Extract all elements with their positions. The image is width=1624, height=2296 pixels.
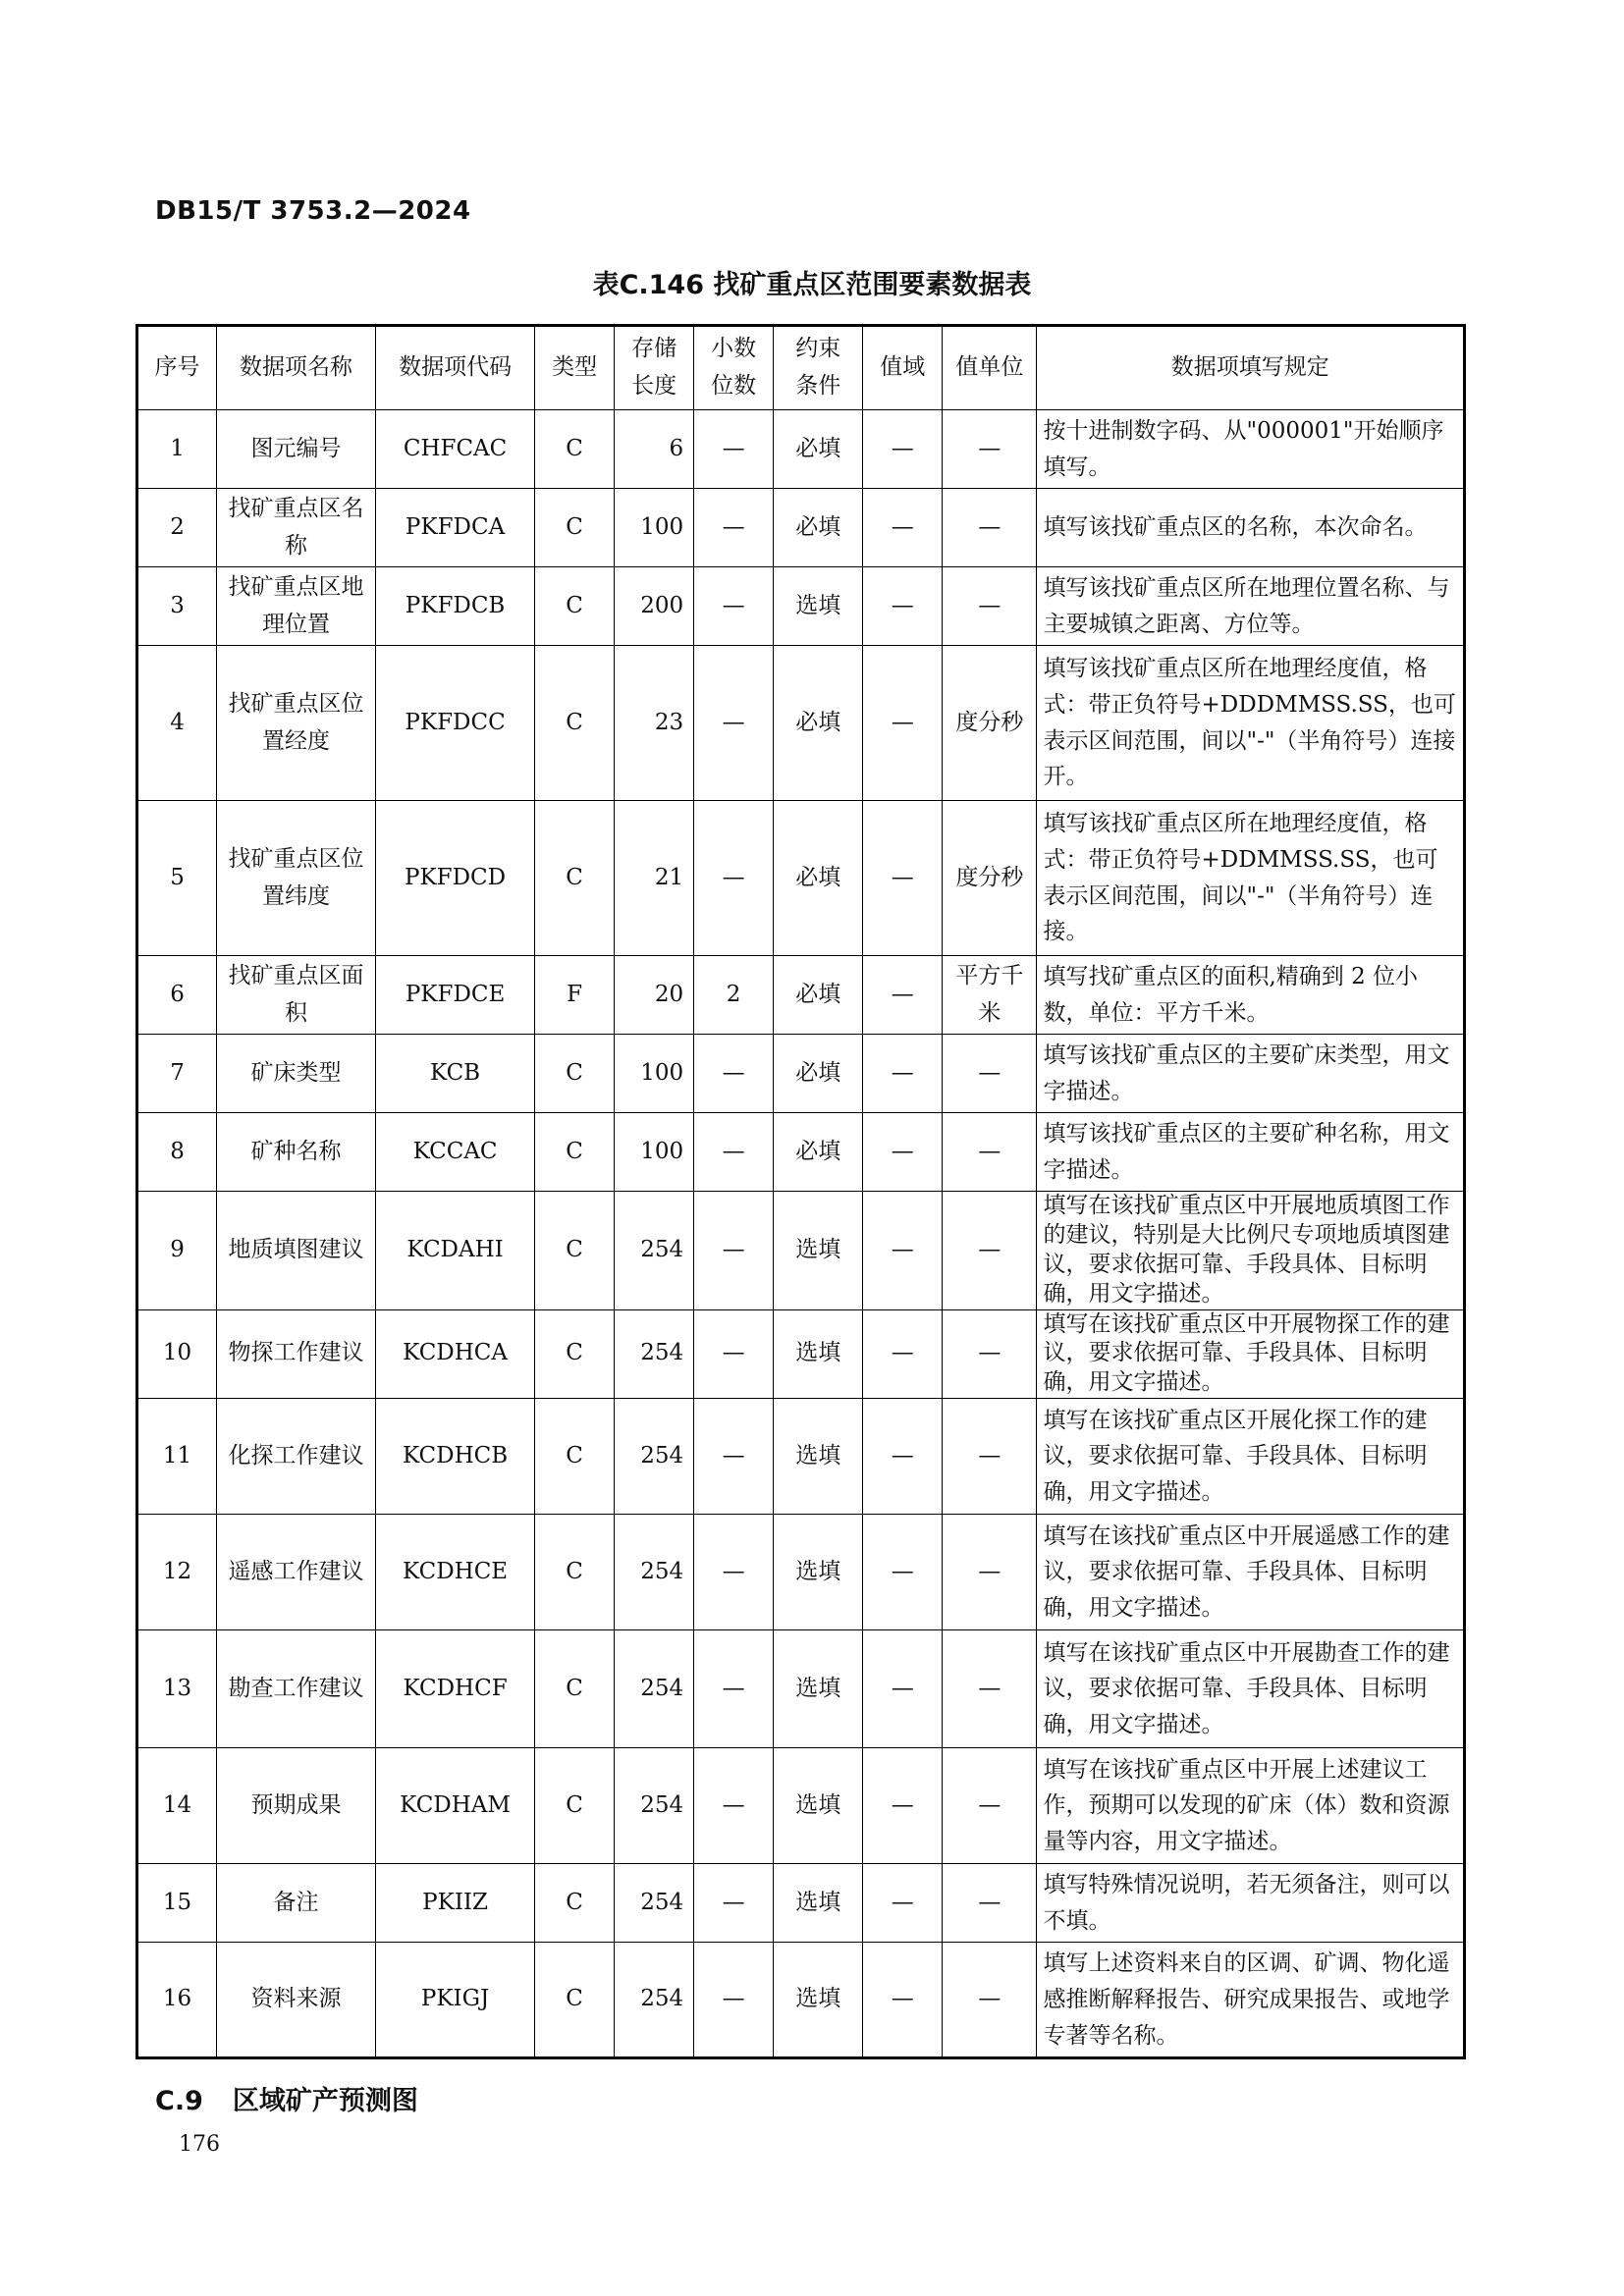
item-code-cell: CHFCAC	[376, 410, 535, 489]
unit-cell: —	[943, 1113, 1037, 1192]
domain-cell: —	[863, 1399, 943, 1515]
unit-cell: —	[943, 1035, 1037, 1113]
type-cell: C	[535, 801, 615, 956]
unit-cell: —	[943, 1515, 1037, 1630]
rule-cell: 填写在该找矿重点区中开展遥感工作的建议，要求依据可靠、手段具体、目标明确，用文字描述。	[1037, 1515, 1465, 1630]
domain-cell: —	[863, 1035, 943, 1113]
item-name-cell: 物探工作建议	[217, 1309, 376, 1399]
decimal-cell: —	[694, 1113, 774, 1192]
header-cell: 序号	[137, 326, 217, 410]
constraint-cell: 必填	[774, 801, 863, 956]
header-cell: 存储长度	[615, 326, 694, 410]
decimal-cell: —	[694, 1748, 774, 1864]
constraint-cell: 选填	[774, 1864, 863, 1943]
item-code-cell: PKFDCE	[376, 956, 535, 1035]
table-row	[137, 1113, 1465, 1192]
rule-cell: 填写在该找矿重点区中开展上述建议工作，预期可以发现的矿床（体）数和资源量等内容，用文字描述。	[1037, 1748, 1465, 1864]
length-cell: 254	[615, 1515, 694, 1630]
item-code-cell: KCB	[376, 1035, 535, 1113]
decimal-cell: —	[694, 1943, 774, 2058]
decimal-cell: —	[694, 1192, 774, 1310]
table-row	[137, 801, 1465, 956]
constraint-cell: 选填	[774, 1748, 863, 1864]
item-code-cell: PKIGJ	[376, 1943, 535, 2058]
page-number: 176	[179, 2132, 220, 2157]
type-cell: C	[535, 1399, 615, 1515]
header-cell: 数据项名称	[217, 326, 376, 410]
type-cell: C	[535, 646, 615, 801]
item-name-cell: 勘查工作建议	[217, 1630, 376, 1748]
item-code-cell: KCDHCE	[376, 1515, 535, 1630]
seq-cell: 8	[137, 1113, 217, 1192]
constraint-cell: 选填	[774, 1943, 863, 2058]
unit-cell: —	[943, 1943, 1037, 2058]
domain-cell: —	[863, 489, 943, 567]
item-code-cell: KCCAC	[376, 1113, 535, 1192]
rule-cell: 填写该找矿重点区所在地理经度值，格式：带正负符号+DDMMSS.SS，也可表示区间范围，间以"-"（半角符号）连接。	[1037, 801, 1465, 956]
length-cell: 254	[615, 1943, 694, 2058]
decimal-cell: —	[694, 1035, 774, 1113]
table-header-row	[137, 326, 1465, 410]
table-row	[137, 1864, 1465, 1943]
seq-cell: 6	[137, 956, 217, 1035]
constraint-cell: 选填	[774, 1309, 863, 1399]
table-row	[137, 1943, 1465, 2058]
type-cell: C	[535, 1035, 615, 1113]
constraint-cell: 选填	[774, 1515, 863, 1630]
length-cell: 254	[615, 1630, 694, 1748]
item-code-cell: KCDHCB	[376, 1399, 535, 1515]
seq-cell: 13	[137, 1630, 217, 1748]
constraint-cell: 必填	[774, 1113, 863, 1192]
length-cell: 100	[615, 1113, 694, 1192]
table-title: 表C.146 找矿重点区范围要素数据表	[592, 270, 1032, 300]
type-cell: C	[535, 489, 615, 567]
constraint-cell: 必填	[774, 1035, 863, 1113]
header-cell: 数据项填写规定	[1037, 326, 1465, 410]
item-code-cell: PKFDCA	[376, 489, 535, 567]
unit-cell: —	[943, 1748, 1037, 1864]
rule-cell: 填写上述资料来自的区调、矿调、物化遥感推断解释报告、研究成果报告、或地学专著等名称。	[1037, 1943, 1465, 2058]
header-cell: 类型	[535, 326, 615, 410]
section-title: 区域矿产预测图	[232, 2086, 418, 2116]
constraint-cell: 必填	[774, 489, 863, 567]
item-code-cell: PKFDCC	[376, 646, 535, 801]
domain-cell: —	[863, 646, 943, 801]
unit-cell: —	[943, 1399, 1037, 1515]
item-name-cell: 资料来源	[217, 1943, 376, 2058]
seq-cell: 2	[137, 489, 217, 567]
rule-cell: 填写该找矿重点区所在地理位置名称、与主要城镇之距离、方位等。	[1037, 567, 1465, 646]
type-cell: C	[535, 1630, 615, 1748]
unit-cell: —	[943, 410, 1037, 489]
domain-cell: —	[863, 1864, 943, 1943]
length-cell: 100	[615, 489, 694, 567]
seq-cell: 1	[137, 410, 217, 489]
domain-cell: —	[863, 1943, 943, 2058]
rule-cell: 填写该找矿重点区所在地理经度值，格式：带正负符号+DDDMMSS.SS，也可表示区间范围，间以"-"（半角符号）连接开。	[1037, 646, 1465, 801]
item-name-cell: 遥感工作建议	[217, 1515, 376, 1630]
length-cell: 21	[615, 801, 694, 956]
domain-cell: —	[863, 956, 943, 1035]
item-name-cell: 找矿重点区面积	[217, 956, 376, 1035]
seq-cell: 12	[137, 1515, 217, 1630]
decimal-cell: —	[694, 567, 774, 646]
item-name-cell: 备注	[217, 1864, 376, 1943]
decimal-cell: —	[694, 1515, 774, 1630]
unit-cell: —	[943, 567, 1037, 646]
constraint-cell: 必填	[774, 410, 863, 489]
domain-cell: —	[863, 1748, 943, 1864]
type-cell: C	[535, 1943, 615, 2058]
seq-cell: 3	[137, 567, 217, 646]
header-cell: 约束条件	[774, 326, 863, 410]
item-code-cell: KCDHAM	[376, 1748, 535, 1864]
section-number: C.9	[155, 2086, 203, 2116]
rule-cell: 填写特殊情况说明，若无须备注，则可以不填。	[1037, 1864, 1465, 1943]
rule-cell: 填写在该找矿重点区中开展勘查工作的建议，要求依据可靠、手段具体、目标明确，用文字描述。	[1037, 1630, 1465, 1748]
seq-cell: 11	[137, 1399, 217, 1515]
length-cell: 20	[615, 956, 694, 1035]
table-row	[137, 646, 1465, 801]
type-cell: C	[535, 1864, 615, 1943]
unit-cell: —	[943, 1630, 1037, 1748]
table-row	[137, 410, 1465, 489]
domain-cell: —	[863, 1113, 943, 1192]
length-cell: 200	[615, 567, 694, 646]
length-cell: 254	[615, 1309, 694, 1399]
rule-cell: 填写在该找矿重点区中开展物探工作的建议，要求依据可靠、手段具体、目标明确，用文字描述。	[1037, 1309, 1465, 1399]
length-cell: 100	[615, 1035, 694, 1113]
domain-cell: —	[863, 801, 943, 956]
decimal-cell: —	[694, 801, 774, 956]
section-heading	[155, 2079, 418, 2117]
header-cell: 值域	[863, 326, 943, 410]
item-name-cell: 找矿重点区名称	[217, 489, 376, 567]
unit-cell: —	[943, 489, 1037, 567]
type-cell: C	[535, 1748, 615, 1864]
type-cell: C	[535, 1515, 615, 1630]
type-cell: C	[535, 1192, 615, 1310]
item-code-cell: KCDAHI	[376, 1192, 535, 1310]
table-row	[137, 489, 1465, 567]
data-table	[135, 324, 1466, 2059]
length-cell: 254	[615, 1864, 694, 1943]
constraint-cell: 选填	[774, 567, 863, 646]
table-row	[137, 1192, 1465, 1310]
item-name-cell: 找矿重点区位置纬度	[217, 801, 376, 956]
item-name-cell: 预期成果	[217, 1748, 376, 1864]
length-cell: 254	[615, 1192, 694, 1310]
rule-cell: 填写该找矿重点区的主要矿床类型，用文字描述。	[1037, 1035, 1465, 1113]
type-cell: C	[535, 410, 615, 489]
length-cell: 23	[615, 646, 694, 801]
table-row	[137, 1515, 1465, 1630]
constraint-cell: 必填	[774, 956, 863, 1035]
unit-cell: —	[943, 1309, 1037, 1399]
constraint-cell: 选填	[774, 1630, 863, 1748]
item-name-cell: 化探工作建议	[217, 1399, 376, 1515]
domain-cell: —	[863, 567, 943, 646]
item-code-cell: PKIIZ	[376, 1864, 535, 1943]
rule-cell: 填写该找矿重点区的名称，本次命名。	[1037, 489, 1465, 567]
decimal-cell: —	[694, 1309, 774, 1399]
table-row	[137, 1399, 1465, 1515]
rule-cell: 填写在该找矿重点区中开展地质填图工作的建议，特别是大比例尺专项地质填图建议，要求依据可靠、手段具体、目标明确，用文字描述。	[1037, 1192, 1465, 1310]
rule-cell: 按十进制数字码、从"000001"开始顺序填写。	[1037, 410, 1465, 489]
table-row	[137, 956, 1465, 1035]
table-row	[137, 1748, 1465, 1864]
item-code-cell: KCDHCF	[376, 1630, 535, 1748]
unit-cell: —	[943, 1192, 1037, 1310]
item-name-cell: 找矿重点区位置经度	[217, 646, 376, 801]
unit-cell: 度分秒	[943, 801, 1037, 956]
seq-cell: 5	[137, 801, 217, 956]
unit-cell: 度分秒	[943, 646, 1037, 801]
domain-cell: —	[863, 410, 943, 489]
header-cell: 小数位数	[694, 326, 774, 410]
item-code-cell: PKFDCB	[376, 567, 535, 646]
decimal-cell: —	[694, 410, 774, 489]
seq-cell: 16	[137, 1943, 217, 2058]
rule-cell: 填写在该找矿重点区开展化探工作的建议，要求依据可靠、手段具体、目标明确，用文字描述。	[1037, 1399, 1465, 1515]
item-code-cell: KCDHCA	[376, 1309, 535, 1399]
table-row	[137, 567, 1465, 646]
domain-cell: —	[863, 1309, 943, 1399]
type-cell: C	[535, 1309, 615, 1399]
constraint-cell: 选填	[774, 1192, 863, 1310]
table-row	[137, 1309, 1465, 1399]
seq-cell: 4	[137, 646, 217, 801]
table-row	[137, 1630, 1465, 1748]
length-cell: 6	[615, 410, 694, 489]
item-code-cell: PKFDCD	[376, 801, 535, 956]
item-name-cell: 地质填图建议	[217, 1192, 376, 1310]
length-cell: 254	[615, 1748, 694, 1864]
seq-cell: 14	[137, 1748, 217, 1864]
constraint-cell: 选填	[774, 1399, 863, 1515]
item-name-cell: 矿种名称	[217, 1113, 376, 1192]
rule-cell: 填写找矿重点区的面积,精确到 2 位小数，单位：平方千米。	[1037, 956, 1465, 1035]
header-cell: 值单位	[943, 326, 1037, 410]
document-code: DB15/T 3753.2—2024	[155, 196, 471, 226]
seq-cell: 7	[137, 1035, 217, 1113]
domain-cell: —	[863, 1192, 943, 1310]
type-cell: C	[535, 1113, 615, 1192]
decimal-cell: —	[694, 646, 774, 801]
rule-cell: 填写该找矿重点区的主要矿种名称，用文字描述。	[1037, 1113, 1465, 1192]
decimal-cell: —	[694, 1864, 774, 1943]
item-name-cell: 矿床类型	[217, 1035, 376, 1113]
item-name-cell: 找矿重点区地理位置	[217, 567, 376, 646]
length-cell: 254	[615, 1399, 694, 1515]
type-cell: F	[535, 956, 615, 1035]
seq-cell: 10	[137, 1309, 217, 1399]
domain-cell: —	[863, 1515, 943, 1630]
constraint-cell: 必填	[774, 646, 863, 801]
decimal-cell: —	[694, 1630, 774, 1748]
decimal-cell: 2	[694, 956, 774, 1035]
header-cell: 数据项代码	[376, 326, 535, 410]
table-row	[137, 1035, 1465, 1113]
decimal-cell: —	[694, 1399, 774, 1515]
seq-cell: 9	[137, 1192, 217, 1310]
unit-cell: 平方千米	[943, 956, 1037, 1035]
domain-cell: —	[863, 1630, 943, 1748]
item-name-cell: 图元编号	[217, 410, 376, 489]
decimal-cell: —	[694, 489, 774, 567]
type-cell: C	[535, 567, 615, 646]
unit-cell: —	[943, 1864, 1037, 1943]
seq-cell: 15	[137, 1864, 217, 1943]
